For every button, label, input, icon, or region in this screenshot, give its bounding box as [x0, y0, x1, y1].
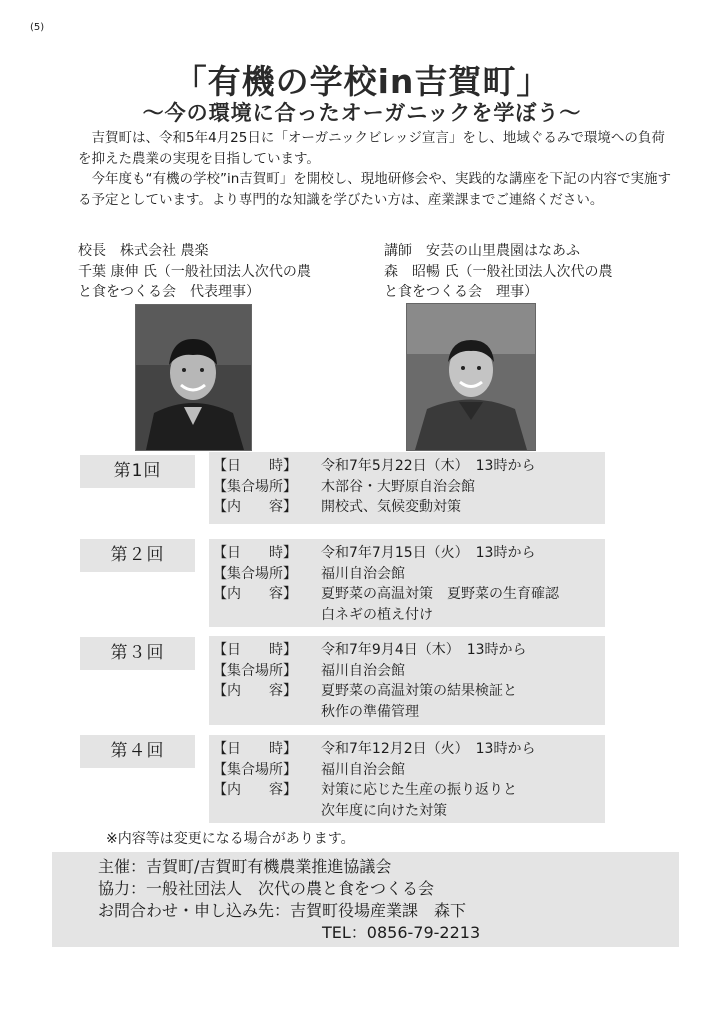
- session-content: 白ネギの植え付け: [321, 606, 433, 623]
- session-label: 第２回: [80, 539, 195, 572]
- date-label: 【日 時】: [213, 741, 297, 757]
- session-content: 夏野菜の高温対策 夏野菜の生育確認: [321, 586, 559, 602]
- change-note: ※内容等は変更になる場合があります。: [106, 831, 355, 847]
- principal-line: 校長 株式会社 農楽: [78, 243, 209, 259]
- intro-paragraph: 吉賀町は、令和5年4月25日に「オーガニックビレッジ宣言」をし、地域ぐるみで環境への負荷を抑えた農業の実現を目指しています。: [78, 130, 665, 167]
- footer-box: [52, 852, 679, 947]
- intro-text: [78, 128, 674, 210]
- page-number: (5): [30, 22, 45, 33]
- page-subtitle: ～今の環境に合ったオーガニックを学ぼう～: [142, 101, 582, 125]
- session-details: [209, 539, 605, 627]
- content-label: 【内 容】: [213, 683, 297, 699]
- cooperation-text: 協力：一般社団法人 次代の農と食をつくる会: [98, 879, 435, 898]
- session-date: 令和7年12月2日（火） 13時から: [321, 741, 536, 757]
- session-venue: 福川自治会館: [321, 565, 405, 582]
- session-details: [209, 735, 605, 823]
- session-label: 第４回: [80, 735, 195, 768]
- organizer-text: 主催：吉賀町/吉賀町有機農業推進協議会: [98, 857, 392, 876]
- date-label: 【日 時】: [213, 642, 297, 658]
- venue-label: 【集合場所】: [213, 761, 297, 778]
- contact-text: お問合わせ・申し込み先：吉賀町役場産業課 森下: [98, 901, 467, 920]
- session-label: 第1回: [80, 455, 195, 488]
- content-label: 【内 容】: [213, 586, 297, 602]
- instructor-line: 森 昭暢 氏（一般社団法人次代の農: [384, 263, 613, 280]
- intro-paragraph: 今年度も“有機の学校”in吉賀町」を開校し、現地研修会や、実践的な講座を下記の内容で実施する予定としています。より専門的な知識を学びたい方は、産業課までご連絡ください。: [78, 171, 672, 208]
- session-content: 対策に応じた生産の振り返りと: [321, 782, 517, 798]
- session-content: 開校式、気候変動対策: [321, 499, 461, 515]
- session-content: 秋作の準備管理: [321, 703, 419, 720]
- date-label: 【日 時】: [213, 458, 297, 474]
- venue-label: 【集合場所】: [213, 565, 297, 582]
- session-venue: 福川自治会館: [321, 761, 405, 778]
- session-venue: 福川自治会館: [321, 662, 405, 679]
- principal-photo: [135, 304, 252, 451]
- instructor-line: と食をつくる会 理事）: [384, 284, 538, 300]
- instructor-photo: [406, 303, 536, 451]
- session-venue: 木部谷・大野原自治会館: [321, 478, 475, 495]
- session-details: [209, 452, 605, 524]
- session-content: 次年度に向けた対策: [321, 802, 447, 819]
- venue-label: 【集合場所】: [213, 662, 297, 679]
- session-date: 令和7年9月4日（木） 13時から: [321, 642, 527, 658]
- content-label: 【内 容】: [213, 782, 297, 798]
- session-label: 第３回: [80, 637, 195, 670]
- session-date: 令和7年7月15日（火） 13時から: [321, 545, 536, 561]
- contact-phone: TEL：0856-79-2213: [322, 923, 481, 942]
- principal-info: [78, 241, 356, 303]
- principal-line: 千葉 康伸 氏（一般社団法人次代の農: [78, 263, 311, 280]
- page-title: 「有機の学校in吉賀町」: [173, 62, 551, 101]
- instructor-info: [384, 241, 662, 303]
- content-label: 【内 容】: [213, 499, 297, 515]
- instructor-line: 講師 安芸の山里農園はなあふ: [384, 243, 580, 259]
- session-content: 夏野菜の高温対策の結果検証と: [321, 683, 517, 699]
- venue-label: 【集合場所】: [213, 478, 297, 495]
- principal-line: と食をつくる会 代表理事）: [78, 284, 260, 300]
- date-label: 【日 時】: [213, 545, 297, 561]
- session-details: [209, 636, 605, 725]
- session-date: 令和7年5月22日（木） 13時から: [321, 458, 536, 474]
